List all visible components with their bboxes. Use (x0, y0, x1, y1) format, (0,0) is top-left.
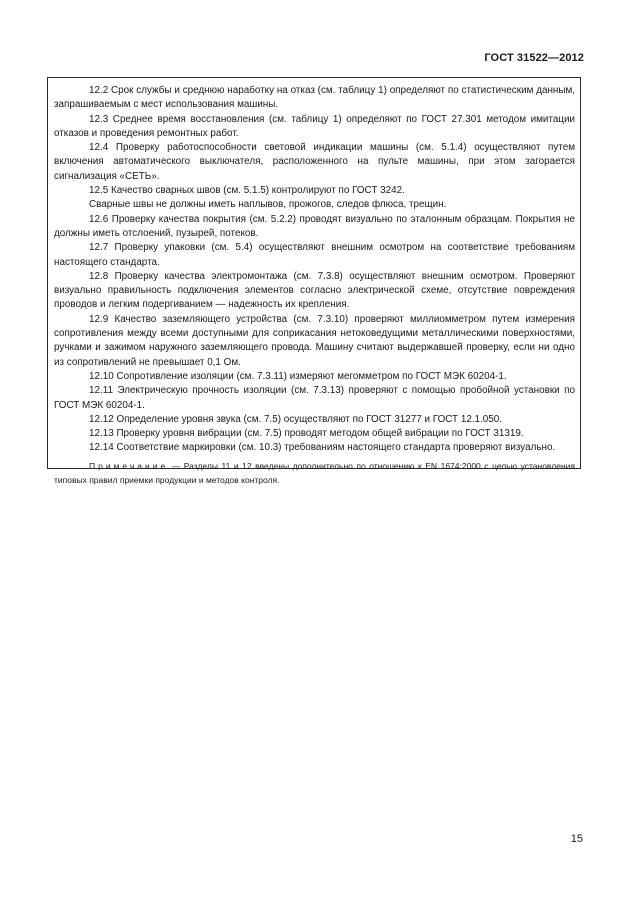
page-number: 15 (570, 833, 583, 845)
paragraph-12-5-welds: Сварные швы не должны иметь наплывов, прожогов, следов флюса, трещин. (89, 199, 447, 211)
paragraph-12-2: 12.2 Срок службы и среднюю наработку на отказ (см. таблицу 1) определяют по статистическим данным, запрашиваемым с мест использования машины. (54, 85, 575, 111)
paragraph-12-8: 12.8 Проверку качества электромонтажа (см. 7.3.8) осуществляют внешним осмотром. Проверяют визуально правильность подключения элементов согласно электрической схеме, отсутствие повреждения проводов и легким подергиванием — надежность их крепления. (54, 270, 575, 311)
note (54, 459, 575, 488)
paragraph-12-3: 12.3 Среднее время восстановления (см. таблицу 1) определяют по ГОСТ 27.301 методом имитации отказов и проведения ремонтных работ. (54, 113, 575, 139)
paragraph-12-5: 12.5 Качество сварных швов (см. 5.1.5) контролируют по ГОСТ 3242. (89, 185, 405, 197)
paragraph-12-10: 12.10 Сопротивление изоляции (см. 7.3.11) измеряют мегомметром по ГОСТ МЭК 60204-1. (89, 370, 507, 382)
note-text: — Разделы 11 и 12 введены дополнительно по отношению к EN 1674:2000 с целью установления типовых правил приемки продукции и методов контроля. (54, 460, 575, 486)
paragraph-12-9: 12.9 Качество заземляющего устройства (см. 7.3.10) проверяют миллиомметром путем измерения сопротивления между всеми доступными для соприкасания нетоковедущими металлическими поверхностями, ручками и зажимом наружного заземляющего провода. Машину считают выдержавшей проверку, если ни одно из сопротивлений не превышает 0,1 Ом. (54, 313, 575, 368)
content-frame (47, 77, 581, 486)
paragraph-12-12: 12.12 Определение уровня звука (см. 7.5) осуществляют по ГОСТ 31277 и ГОСТ 12.1.050. (89, 413, 503, 425)
paragraph-12-13: 12.13 Проверку уровня вибрации (см. 7.5) проводят методом общей вибрации по ГОСТ 31319. (89, 428, 524, 440)
paragraph-12-6: 12.6 Проверку качества покрытия (см. 5.2.2) проводят визуально по эталонным образцам. Покрытия не должны иметь отслоений, пузырей, потеков. (54, 213, 575, 239)
document-header: ГОСТ 31522—2012 (484, 52, 584, 64)
paragraph-12-4: 12.4 Проверку работоспособности световой индикации машины (см. 5.1.4) осуществляют путем включения автоматического выключателя, расположенного на пульте машины, при этом загорается сигнализация «СЕТЬ». (54, 142, 575, 182)
paragraph-12-11: 12.11 Электрическую прочность изоляции (см. 7.3.13) проверяют с помощью пробойной установки по ГОСТ МЭК 60204-1. (54, 385, 575, 411)
paragraph-12-14: 12.14 Соответствие маркировки (см. 10.3) требованиям настоящего стандарта проверяют визуально. (89, 442, 556, 454)
paragraph-12-7: 12.7 Проверку упаковки (см. 5.4) осуществляют внешним осмотром на соответствие требованиям настоящего стандарта. (54, 242, 575, 268)
note-label: Примечание (89, 460, 169, 471)
